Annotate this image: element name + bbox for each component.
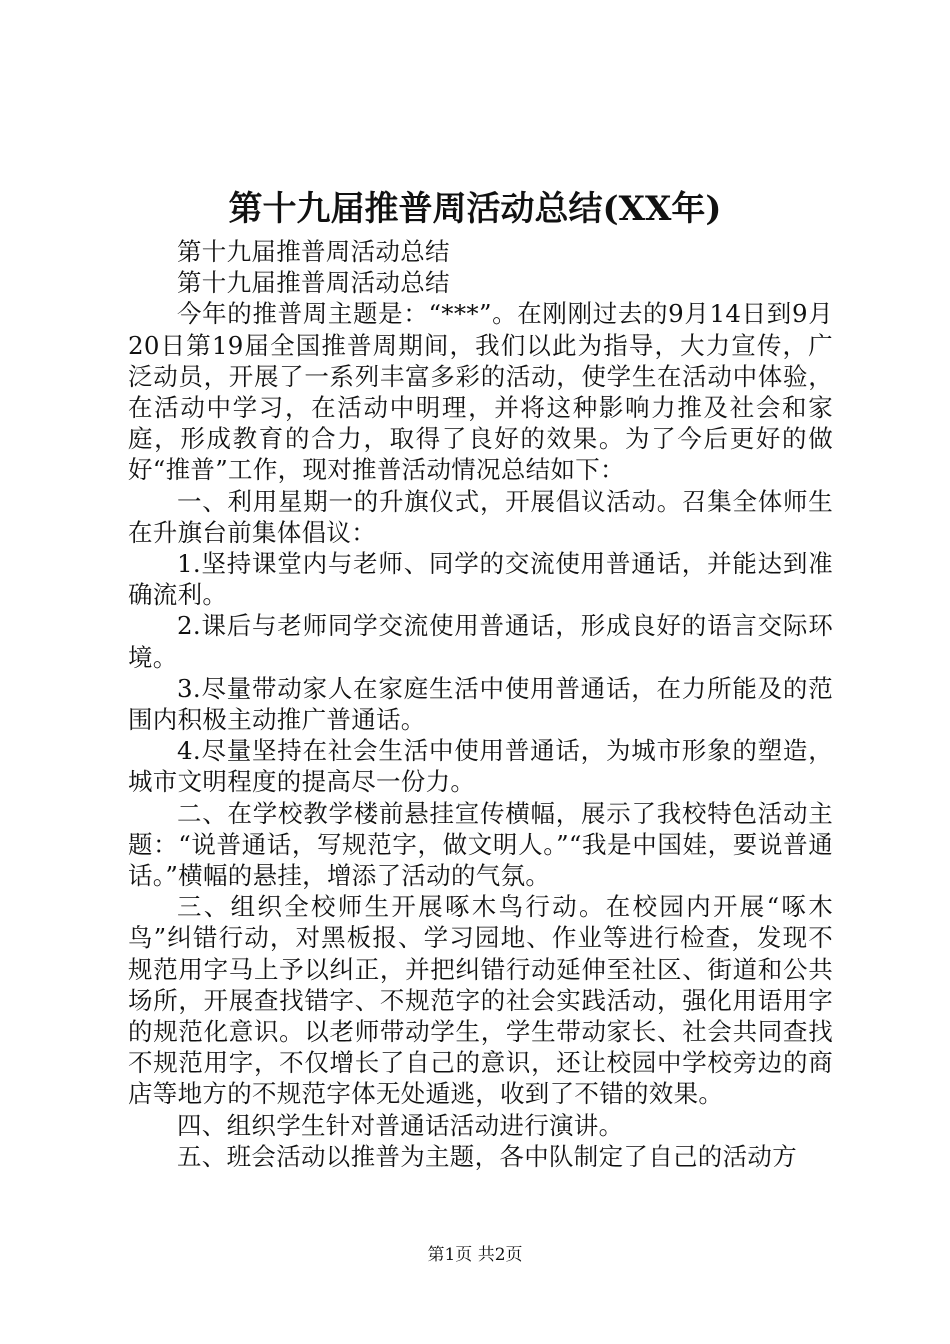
paragraph-subtitle-1: 第十九届推普周活动总结: [177, 237, 450, 266]
paragraph-item-4: 4.尽量坚持在社会生活中使用普通话，为城市形象的塑造，城市文明程度的提高尽一份力。: [128, 736, 833, 797]
document-body: [128, 236, 833, 1172]
paragraph-section-5: 五、班会活动以推普为主题，各中队制定了自己的活动方: [177, 1141, 797, 1171]
paragraph-item-1: 1.坚持课堂内与老师、同学的交流使用普通话，并能达到准确流利。: [128, 549, 833, 610]
page-footer: 第1页 共2页: [427, 1245, 523, 1265]
document-title: 第十九届推普周活动总结(XX年): [228, 189, 722, 229]
paragraph-item-2: 2.课后与老师同学交流使用普通话，形成良好的语言交际环境。: [128, 611, 833, 672]
paragraph-section-1: 一、利用星期一的升旗仪式，开展倡议活动。召集全体师生在升旗台前集体倡议：: [128, 486, 833, 547]
paragraph-subtitle-2: 第十九届推普周活动总结: [177, 268, 450, 298]
paragraph-item-3: 3.尽量带动家人在家庭生活中使用普通话，在力所能及的范围内积极主动推广普通话。: [128, 673, 833, 735]
paragraph-section-2: 二、在学校教学楼前悬挂宣传横幅，展示了我校特色活动主题：“说普通话，写规范字，做文明人。”“我是中国娃，要说普通话。”横幅的悬挂，增添了活动的气氛。: [128, 798, 833, 891]
paragraph-section-4: 四、组织学生针对普通话活动进行演讲。: [177, 1110, 624, 1140]
paragraph-intro: 今年的推普周主题是：“***”。在刚刚过去的9月14日到9月20日第19届全国推普周期间，我们以此为指导，大力宣传，广泛动员，开展了一系列丰富多彩的活动，使学生在活动中体验，在活动中学习，在活动中明理，并将这种影响力推及社会和家庭，形成教育的合力，取得了良好的效果。为了今后更好的做好“推普”工作，现对推普活动情况总结如下：: [128, 299, 833, 485]
paragraph-section-3: 三、组织全校师生开展啄木鸟行动。在校园内开展“啄木鸟”纠错行动，对黑板报、学习园地、作业等进行检查，发现不规范用字马上予以纠正，并把纠错行动延伸至社区、街道和公共场所，开展查找错字、不规范字的社会实践活动，强化用语用字的规范化意识。以老师带动学生，学生带动家长、社会共同查找不规范用字，不仅增长了自己的意识，还让校园中学校旁边的商店等地方的不规范字体无处遁逃，收到了不错的效果。: [128, 892, 834, 1109]
